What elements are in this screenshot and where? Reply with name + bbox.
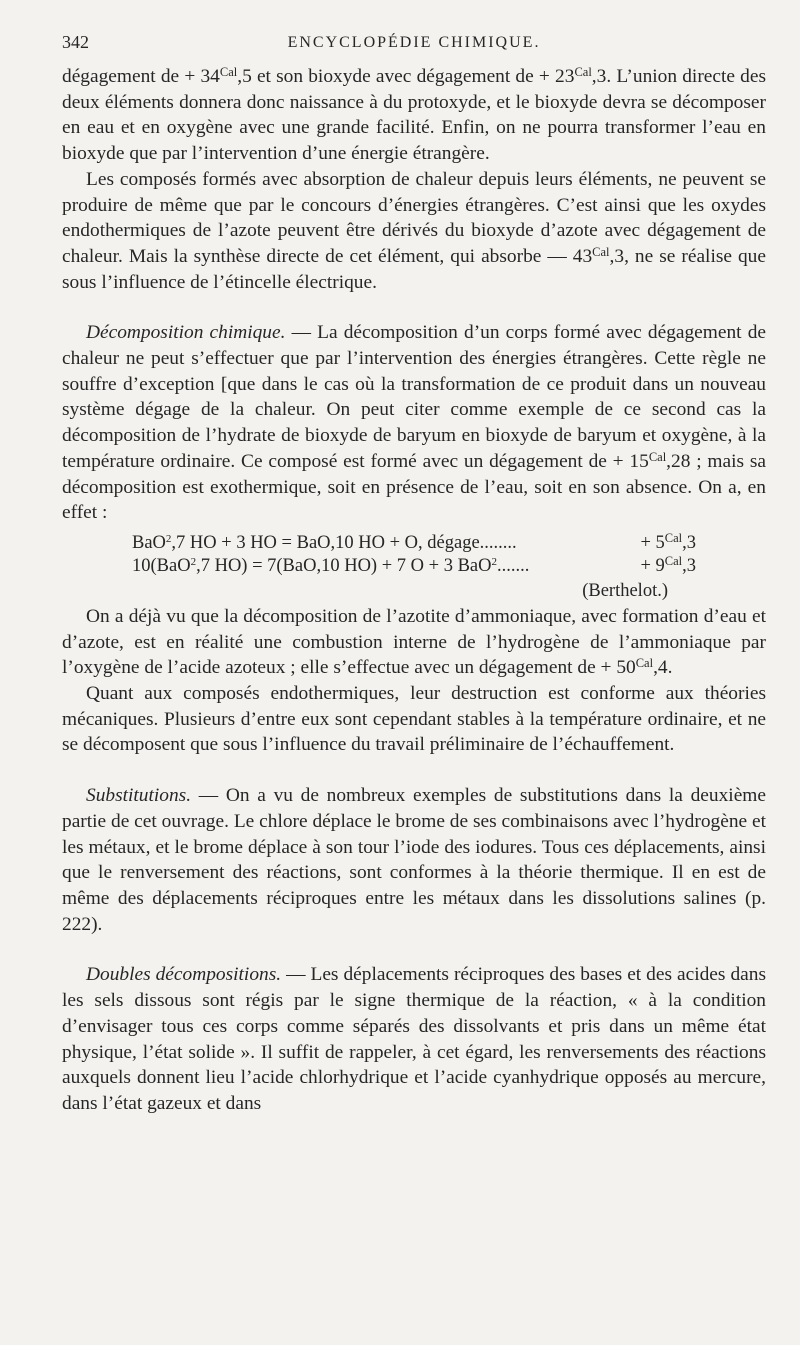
cal-unit: Cal xyxy=(219,65,238,79)
equations-block xyxy=(62,532,766,604)
page-number: 342 xyxy=(62,32,89,52)
section-title-decomposition: Décomposition chimique. xyxy=(86,322,286,344)
page-header xyxy=(62,32,766,62)
cal-unit: Cal xyxy=(635,656,654,671)
cal-unit: Cal xyxy=(574,65,592,79)
equation-row-1: BaO$^2$,7 HO + 3 HO = BaO,10 HO + O, dégage........ + $5^{Cal},3$ xyxy=(132,530,696,553)
intro-paragraph-1: dégagement de + $34^{Cal},5$ et son bioxyde avec dégagement de + $23^{Cal},3$. L’union directe des deux éléments donnera donc naissance à du protoxyde, et le bioxyde devra se décomposer en eau et en oxygène avec une grande facilité. Enfin, on ne pourra transformer l’eau en bioxyde que par l’intervention d’une énergie étrangère. xyxy=(62,65,767,165)
section-title-doubles: Doubles décompositions. xyxy=(86,964,282,986)
page-body xyxy=(62,64,766,1117)
substitutions-paragraph: Substitutions. — On a vu de nombreux exemples de substitutions dans la deuxième partie de cet ouvrage. Le chlore déplace le brome de ses combinaisons avec l’hydrogène et les métaux, et le brome déplace à son tour l’iode des iodures. Tous ces déplacements, ainsi que le renversement des réactions, sont conformes à la théorie thermique. Il en est de même des déplacements réciproques entre les métaux dans les dissolutions salines (p. 222). xyxy=(62,785,766,935)
decomposition-paragraph-1: Décomposition chimique. — La décomposition d’un corps formé avec dégagement de chaleur ne peut s’effectuer que par l’intervention des énergies étrangères. Cette règle ne souffre d’exception [que dans le cas où la transformation de ce produit dans un nouveau système dégage de la chaleur. On peut citer comme exemple de ce second cas la décomposition de l’hydrate de bioxyde de baryum en bioxyde de baryum et oxygène, à la température ordinaire. Ce composé est formé avec un dégagement de + $15^{Cal},28$ ; mais sa décomposition est exothermique, soit en présence de l’eau, soit en son absence. On a, en effet : xyxy=(62,322,766,524)
decomposition-paragraph-3: Quant aux composés endothermiques, leur destruction est conforme aux théories mécaniques. Plusieurs d’entre eux sont cependant stables à la température ordinaire, et ne se décomposent que sous l’influence du travail préliminaire de l’échauffement. xyxy=(62,683,766,756)
doubles-paragraph: Doubles décompositions. — Les déplacements réciproques des bases et des acides dans les sels dissous sont régis par le signe thermique de la réaction, « à la condition d’envisager tous ces corps comme séparés des dissolvants et pris dans un même état physique, l’état solide ». Il suffit de rappeler, à cet égard, les renversements des réactions auxquels donnent lieu l’acide chlorhydrique et l’acide cyanhydrique opposés au mercure, dans l’état gazeux et dans xyxy=(62,964,766,1114)
equation-credit: (Berthelot.) xyxy=(582,580,668,601)
equation-row-2: 10(BaO$^2$,7 HO) = 7(BaO,10 HO) + 7 O + 3 BaO$^2$....... + $9^{Cal},3$ xyxy=(132,553,696,576)
intro-paragraph-2: Les composés formés avec absorption de chaleur depuis leurs éléments, ne peuvent se produire de même que par le concours d’énergies étrangères. C’est ainsi que les oxydes endothermiques de l’azote peuvent être dérivés du bioxyde d’azote avec dégagement de chaleur. Mais la synthèse directe de cet élément, qui absorbe — $43^{Cal},3$, ne se réalise que sous l’influence de l’étincelle électrique. xyxy=(62,168,766,293)
cal-unit: Cal xyxy=(592,244,610,259)
section-title-substitutions: Substitutions. xyxy=(86,785,192,807)
running-title: ENCYCLOPÉDIE CHIMIQUE. xyxy=(287,34,541,51)
decomposition-paragraph-2: On a déjà vu que la décomposition de l’azotite d’ammoniaque, avec formation d’eau et d’azote, est en réalité une combustion interne de l’hydrogène de l’ammoniaque par l’oxygène de l’acide azoteux ; elle s’effectue avec un dégagement de + $50^{Cal},4$. xyxy=(62,605,766,679)
cal-unit: Cal xyxy=(648,449,667,464)
